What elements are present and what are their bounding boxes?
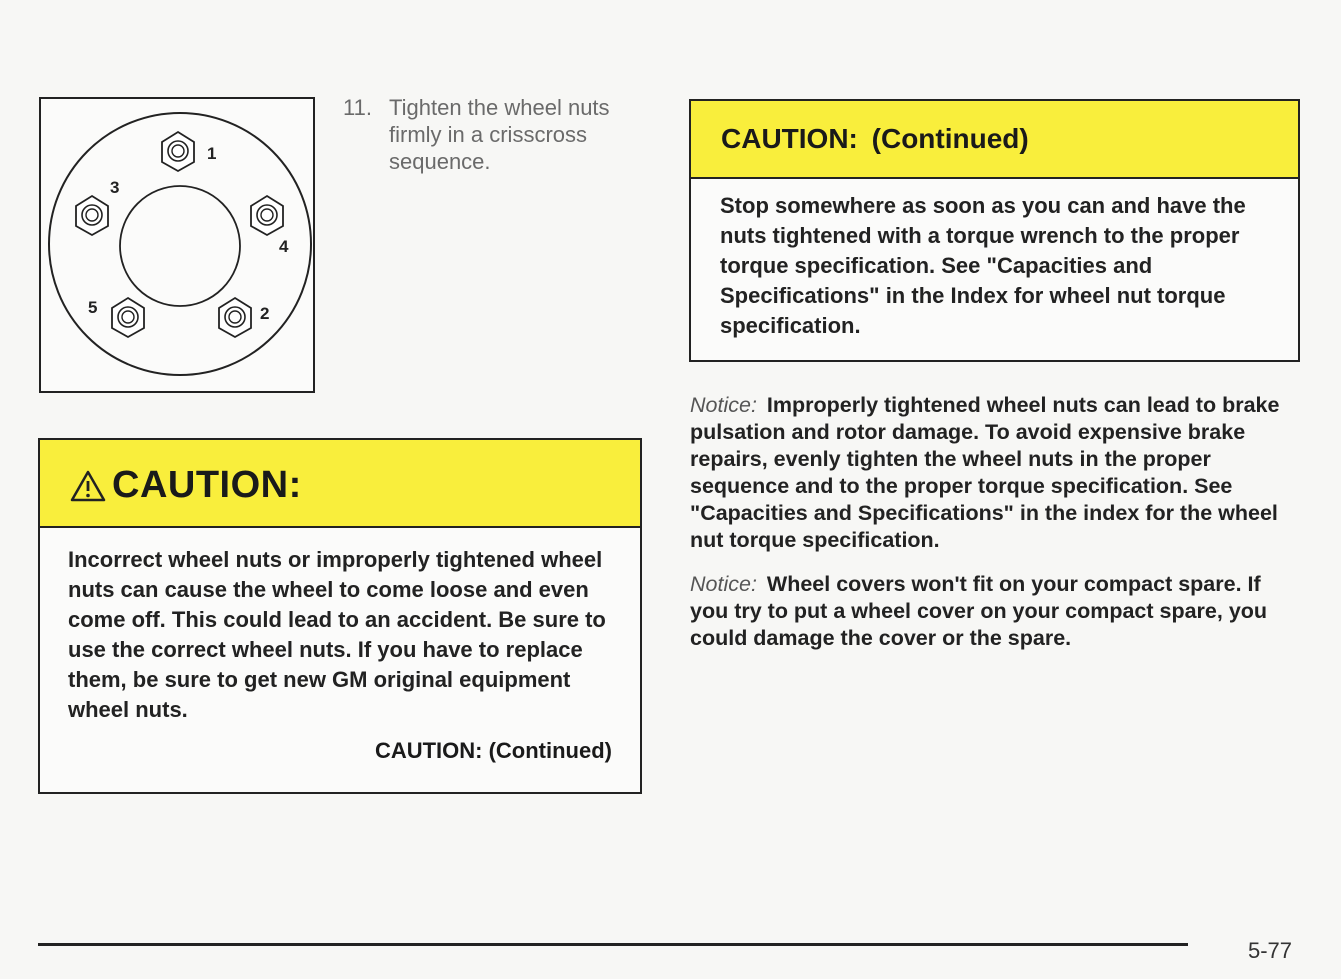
notice-label: Notice:: [690, 572, 757, 596]
nut-label-5: 5: [88, 298, 98, 317]
caution-header: [40, 440, 640, 528]
page-number: 5-77: [1248, 938, 1293, 963]
caution-body: Incorrect wheel nuts or improperly tightened wheel nuts can cause the wheel to come loose and even come off. This could lead to an accident. Be sure to use the correct wheel nuts. If you have to replace them, be sure to get new GM original equipment wheel nuts.: [68, 547, 606, 722]
step-number: 11.: [343, 95, 372, 120]
notice-text: Improperly tightened wheel nuts can lead to brake pulsation and rotor damage. To avoid expensive brake repairs, evenly tighten the wheel nuts in the proper sequence and to the proper torque specification. See "Capacities and Specifications" in the index for the wheel nut torque specification.: [690, 393, 1280, 552]
wheel-nut-diagram: [39, 97, 315, 393]
wheel-hub: [120, 186, 240, 306]
caution-header: [691, 101, 1298, 179]
wheel-diagram-svg: [41, 99, 317, 395]
notice-label: Notice:: [690, 393, 757, 417]
nut-5: [112, 298, 144, 337]
caution-continued-note: CAUTION: (Continued): [374, 738, 612, 763]
nut-4: [251, 196, 283, 235]
caution-box-right: [689, 99, 1300, 362]
nut-2: [219, 298, 251, 337]
caution-body: Stop somewhere as soon as you can and have the nuts tightened with a torque wrench to the proper torque specification. See "Capacities and Specifications" in the Index for wheel nut torque specification.: [720, 193, 1246, 338]
caution-title: CAUTION: (Continued): [721, 123, 1029, 154]
nut-label-4: 4: [279, 237, 289, 256]
nut-label-1: 1: [207, 144, 217, 163]
nut-label-2: 2: [260, 304, 270, 323]
warning-triangle-icon: [70, 470, 106, 502]
nut-3: [76, 196, 108, 235]
caution-box-left: [38, 438, 642, 794]
notice-paragraph: [690, 571, 1300, 652]
nut-1: [162, 132, 194, 171]
notice-text: Wheel covers won't fit on your compact spare. If you try to put a wheel cover on your compact spare, you could damage the cover or the spare.: [690, 572, 1268, 650]
nut-label-3: 3: [110, 178, 120, 197]
caution-title: CAUTION:: [112, 464, 302, 506]
step-text: Tighten the wheel nuts firmly in a crisscross sequence.: [389, 95, 610, 174]
notice-paragraph: [690, 392, 1300, 554]
footer-rule: [38, 943, 1188, 946]
